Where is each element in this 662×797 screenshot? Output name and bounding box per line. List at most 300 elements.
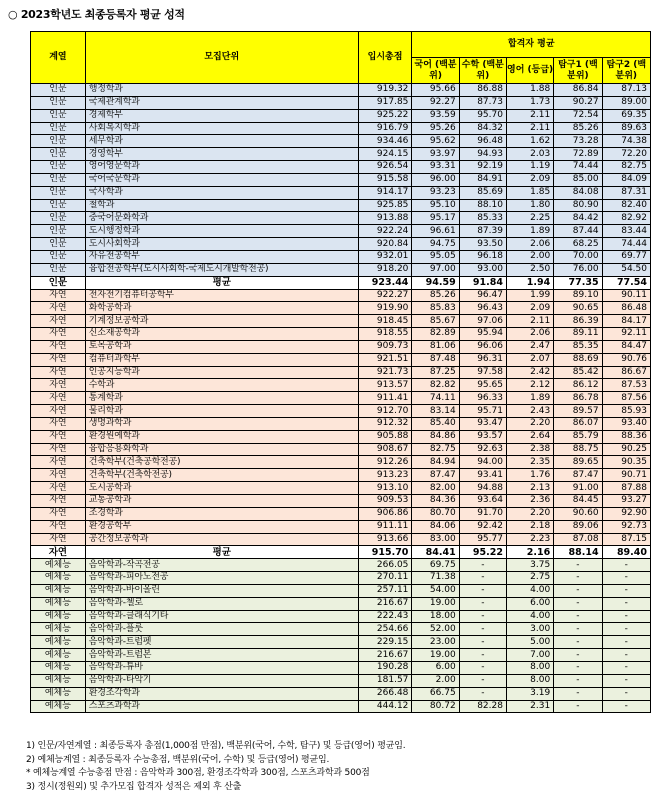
inquiry1-cell: 85.00 [554, 173, 602, 186]
math-cell: 95.65 [459, 379, 506, 392]
inquiry1-cell: 90.60 [554, 507, 602, 520]
category-cell: 예체능 [31, 661, 86, 674]
inquiry1-cell: 68.25 [554, 238, 602, 251]
unit-cell: 평균 [85, 546, 358, 559]
korean-cell: 69.75 [412, 559, 459, 572]
math-cell: 96.33 [459, 392, 506, 405]
english-cell: 1.19 [506, 161, 553, 174]
english-cell: 3.19 [506, 687, 553, 700]
korean-cell: 82.75 [412, 443, 459, 456]
category-cell: 자연 [31, 482, 86, 495]
table-row [31, 661, 651, 674]
total-cell: 905.88 [358, 430, 412, 443]
unit-cell: 도시사회학과 [85, 238, 358, 251]
table-row [31, 109, 651, 122]
english-cell: 2.75 [506, 572, 553, 585]
category-cell: 인문 [31, 276, 86, 289]
average-row [31, 546, 651, 559]
inquiry2-cell: 89.40 [602, 546, 650, 559]
english-cell: 1.73 [506, 96, 553, 109]
table-row [31, 610, 651, 623]
english-cell: 2.06 [506, 328, 553, 341]
category-cell: 자연 [31, 289, 86, 302]
table-row [31, 289, 651, 302]
unit-cell: 국사학과 [85, 186, 358, 199]
header-subject-korean: 국어 (백분위) [412, 58, 459, 84]
korean-cell: 80.70 [412, 507, 459, 520]
inquiry2-cell: 83.44 [602, 225, 650, 238]
total-cell: 911.11 [358, 520, 412, 533]
table-row [31, 405, 651, 418]
math-cell: - [459, 572, 506, 585]
english-cell: 2.50 [506, 263, 553, 276]
inquiry2-cell: - [602, 623, 650, 636]
inquiry2-cell: - [602, 572, 650, 585]
inquiry2-cell: 87.13 [602, 84, 650, 97]
inquiry2-cell: 85.93 [602, 405, 650, 418]
inquiry1-cell: 89.11 [554, 328, 602, 341]
unit-cell: 인공지능학과 [85, 366, 358, 379]
inquiry2-cell: 88.36 [602, 430, 650, 443]
english-cell: 5.00 [506, 636, 553, 649]
table-body [31, 84, 651, 713]
english-cell: 2.03 [506, 148, 553, 161]
table-row [31, 328, 651, 341]
category-cell: 자연 [31, 507, 86, 520]
english-cell: 1.99 [506, 289, 553, 302]
math-cell: 92.63 [459, 443, 506, 456]
unit-cell: 융합전공학부(도시사회학-국제도시개발학전공) [85, 263, 358, 276]
math-cell: 84.32 [459, 122, 506, 135]
table-row [31, 366, 651, 379]
category-cell: 자연 [31, 469, 86, 482]
inquiry2-cell: - [602, 649, 650, 662]
category-cell: 인문 [31, 212, 86, 225]
total-cell: 909.53 [358, 495, 412, 508]
total-cell: 912.70 [358, 405, 412, 418]
category-cell: 자연 [31, 443, 86, 456]
math-cell: - [459, 661, 506, 674]
category-cell: 인문 [31, 84, 86, 97]
total-cell: 934.46 [358, 135, 412, 148]
inquiry2-cell: - [602, 687, 650, 700]
total-cell: 924.15 [358, 148, 412, 161]
total-cell: 911.41 [358, 392, 412, 405]
korean-cell: 71.38 [412, 572, 459, 585]
math-cell: 93.00 [459, 263, 506, 276]
math-cell: 93.64 [459, 495, 506, 508]
category-cell: 자연 [31, 456, 86, 469]
inquiry1-cell: 85.26 [554, 122, 602, 135]
korean-cell: 83.14 [412, 405, 459, 418]
inquiry1-cell: 80.90 [554, 199, 602, 212]
category-cell: 인문 [31, 109, 86, 122]
footnote: 3) 정시(정원외) 및 추가모집 합격자 성적은 제외 후 산출 [26, 781, 242, 792]
english-cell: 2.35 [506, 456, 553, 469]
total-cell: 181.57 [358, 674, 412, 687]
inquiry2-cell: 77.54 [602, 276, 650, 289]
math-cell: 95.94 [459, 328, 506, 341]
category-cell: 인문 [31, 238, 86, 251]
math-cell: - [459, 559, 506, 572]
table-row [31, 199, 651, 212]
korean-cell: 95.17 [412, 212, 459, 225]
english-cell: 1.88 [506, 84, 553, 97]
english-cell: 2.09 [506, 302, 553, 315]
total-cell: 222.43 [358, 610, 412, 623]
inquiry1-cell: 84.08 [554, 186, 602, 199]
header-category: 계열 [31, 32, 86, 84]
math-cell: 84.91 [459, 173, 506, 186]
english-cell: 2.42 [506, 366, 553, 379]
math-cell: 96.18 [459, 250, 506, 263]
inquiry1-cell: 72.54 [554, 109, 602, 122]
inquiry1-cell: 85.35 [554, 340, 602, 353]
unit-cell: 철학과 [85, 199, 358, 212]
math-cell: 87.39 [459, 225, 506, 238]
math-cell: - [459, 687, 506, 700]
table-row [31, 212, 651, 225]
table-row [31, 469, 651, 482]
inquiry1-cell: 90.65 [554, 302, 602, 315]
header-group: 합격자 평균 [412, 32, 651, 58]
inquiry1-cell: 73.28 [554, 135, 602, 148]
inquiry1-cell: 88.14 [554, 546, 602, 559]
inquiry2-cell: 74.38 [602, 135, 650, 148]
korean-cell: 84.06 [412, 520, 459, 533]
table-row [31, 122, 651, 135]
korean-cell: 83.00 [412, 533, 459, 546]
inquiry1-cell: 89.06 [554, 520, 602, 533]
category-cell: 자연 [31, 520, 86, 533]
unit-cell: 음악학과-클래식기타 [85, 610, 358, 623]
korean-cell: 85.67 [412, 315, 459, 328]
unit-cell: 스포츠과학과 [85, 700, 358, 713]
category-cell: 인문 [31, 199, 86, 212]
korean-cell: 95.66 [412, 84, 459, 97]
inquiry2-cell: - [602, 661, 650, 674]
unit-cell: 사회복지학과 [85, 122, 358, 135]
korean-cell: 85.26 [412, 289, 459, 302]
inquiry1-cell: - [554, 687, 602, 700]
category-cell: 예체능 [31, 674, 86, 687]
english-cell: 1.89 [506, 225, 553, 238]
category-cell: 예체능 [31, 687, 86, 700]
total-cell: 919.32 [358, 84, 412, 97]
math-cell: 91.70 [459, 507, 506, 520]
category-cell: 자연 [31, 430, 86, 443]
inquiry1-cell: 89.10 [554, 289, 602, 302]
total-cell: 921.51 [358, 353, 412, 366]
english-cell: 2.20 [506, 507, 553, 520]
table-row [31, 636, 651, 649]
category-cell: 자연 [31, 495, 86, 508]
inquiry2-cell: - [602, 597, 650, 610]
unit-cell: 교통공학과 [85, 495, 358, 508]
inquiry2-cell: 82.40 [602, 199, 650, 212]
math-cell: 85.69 [459, 186, 506, 199]
total-cell: 254.66 [358, 623, 412, 636]
total-cell: 915.70 [358, 546, 412, 559]
math-cell: 96.43 [459, 302, 506, 315]
inquiry2-cell: 84.09 [602, 173, 650, 186]
inquiry2-cell: 54.50 [602, 263, 650, 276]
inquiry2-cell: 92.11 [602, 328, 650, 341]
inquiry2-cell: 86.67 [602, 366, 650, 379]
inquiry2-cell: 82.75 [602, 161, 650, 174]
math-cell: 93.57 [459, 430, 506, 443]
inquiry1-cell: 88.69 [554, 353, 602, 366]
total-cell: 216.67 [358, 649, 412, 662]
inquiry1-cell: 74.44 [554, 161, 602, 174]
korean-cell: 87.25 [412, 366, 459, 379]
english-cell: 2.00 [506, 250, 553, 263]
english-cell: 2.38 [506, 443, 553, 456]
korean-cell: 18.00 [412, 610, 459, 623]
category-cell: 자연 [31, 392, 86, 405]
inquiry2-cell: 90.76 [602, 353, 650, 366]
table-row [31, 507, 651, 520]
total-cell: 932.01 [358, 250, 412, 263]
table-row [31, 687, 651, 700]
unit-cell: 중국어문화학과 [85, 212, 358, 225]
category-cell: 인문 [31, 135, 86, 148]
math-cell: 97.58 [459, 366, 506, 379]
total-cell: 920.84 [358, 238, 412, 251]
category-cell: 예체능 [31, 649, 86, 662]
table-row [31, 533, 651, 546]
category-cell: 인문 [31, 96, 86, 109]
inquiry1-cell: - [554, 559, 602, 572]
table-row [31, 520, 651, 533]
table-row [31, 96, 651, 109]
korean-cell: 52.00 [412, 623, 459, 636]
inquiry2-cell: - [602, 559, 650, 572]
math-cell: 96.48 [459, 135, 506, 148]
inquiry2-cell: 90.11 [602, 289, 650, 302]
korean-cell: 80.72 [412, 700, 459, 713]
english-cell: 2.47 [506, 340, 553, 353]
total-cell: 906.86 [358, 507, 412, 520]
total-cell: 229.15 [358, 636, 412, 649]
inquiry2-cell: 89.63 [602, 122, 650, 135]
english-cell: 2.11 [506, 315, 553, 328]
inquiry2-cell: 90.35 [602, 456, 650, 469]
korean-cell: 84.41 [412, 546, 459, 559]
category-cell: 예체능 [31, 636, 86, 649]
category-cell: 인문 [31, 225, 86, 238]
math-cell: 95.22 [459, 546, 506, 559]
total-cell: 918.20 [358, 263, 412, 276]
inquiry1-cell: 88.75 [554, 443, 602, 456]
math-cell: 91.84 [459, 276, 506, 289]
math-cell: 93.47 [459, 417, 506, 430]
english-cell: 4.00 [506, 584, 553, 597]
table-row [31, 430, 651, 443]
total-cell: 925.22 [358, 109, 412, 122]
category-cell: 자연 [31, 366, 86, 379]
inquiry2-cell: 93.40 [602, 417, 650, 430]
korean-cell: 84.36 [412, 495, 459, 508]
math-cell: 93.41 [459, 469, 506, 482]
inquiry2-cell: 82.92 [602, 212, 650, 225]
inquiry2-cell: 84.47 [602, 340, 650, 353]
total-cell: 915.58 [358, 173, 412, 186]
unit-cell: 신소재공학과 [85, 328, 358, 341]
korean-cell: 87.48 [412, 353, 459, 366]
inquiry1-cell: 87.08 [554, 533, 602, 546]
table-row [31, 135, 651, 148]
total-cell: 913.66 [358, 533, 412, 546]
inquiry2-cell: 89.00 [602, 96, 650, 109]
math-cell: 95.77 [459, 533, 506, 546]
inquiry2-cell: 74.44 [602, 238, 650, 251]
unit-cell: 음악학과-플룻 [85, 623, 358, 636]
table-row [31, 443, 651, 456]
table-row [31, 340, 651, 353]
unit-cell: 음악학과-피아노전공 [85, 572, 358, 585]
english-cell: 2.43 [506, 405, 553, 418]
total-cell: 916.79 [358, 122, 412, 135]
unit-cell: 건축학부(건축학전공) [85, 469, 358, 482]
total-cell: 266.48 [358, 687, 412, 700]
inquiry1-cell: 85.79 [554, 430, 602, 443]
table-row [31, 623, 651, 636]
unit-cell: 환경원예학과 [85, 430, 358, 443]
english-cell: 2.64 [506, 430, 553, 443]
math-cell: 94.93 [459, 148, 506, 161]
inquiry1-cell: - [554, 636, 602, 649]
total-cell: 257.11 [358, 584, 412, 597]
unit-cell: 음악학과-튜바 [85, 661, 358, 674]
math-cell: 95.71 [459, 405, 506, 418]
inquiry1-cell: - [554, 597, 602, 610]
inquiry1-cell: - [554, 700, 602, 713]
math-cell: - [459, 623, 506, 636]
math-cell: 82.28 [459, 700, 506, 713]
unit-cell: 경제학부 [85, 109, 358, 122]
table-row [31, 353, 651, 366]
inquiry2-cell: 69.35 [602, 109, 650, 122]
category-cell: 예체능 [31, 559, 86, 572]
total-cell: 912.26 [358, 456, 412, 469]
table-row [31, 597, 651, 610]
category-cell: 인문 [31, 161, 86, 174]
unit-cell: 건축학부(건축공학전공) [85, 456, 358, 469]
inquiry2-cell: 90.71 [602, 469, 650, 482]
math-cell: - [459, 584, 506, 597]
math-cell: 85.33 [459, 212, 506, 225]
total-cell: 270.11 [358, 572, 412, 585]
korean-cell: 85.83 [412, 302, 459, 315]
korean-cell: 81.06 [412, 340, 459, 353]
total-cell: 912.32 [358, 417, 412, 430]
math-cell: - [459, 649, 506, 662]
inquiry1-cell: 72.89 [554, 148, 602, 161]
korean-cell: 66.75 [412, 687, 459, 700]
inquiry1-cell: 86.78 [554, 392, 602, 405]
total-cell: 913.57 [358, 379, 412, 392]
table-row [31, 392, 651, 405]
unit-cell: 음악학과-트럼본 [85, 649, 358, 662]
unit-cell: 수학과 [85, 379, 358, 392]
math-cell: 97.06 [459, 315, 506, 328]
unit-cell: 융합응용화학과 [85, 443, 358, 456]
inquiry1-cell: - [554, 649, 602, 662]
korean-cell: 95.10 [412, 199, 459, 212]
english-cell: 2.20 [506, 417, 553, 430]
unit-cell: 자유전공학부 [85, 250, 358, 263]
english-cell: 8.00 [506, 674, 553, 687]
table-row [31, 456, 651, 469]
english-cell: 2.12 [506, 379, 553, 392]
inquiry1-cell: 89.57 [554, 405, 602, 418]
total-cell: 921.73 [358, 366, 412, 379]
inquiry2-cell: 92.73 [602, 520, 650, 533]
inquiry1-cell: 70.00 [554, 250, 602, 263]
table-row [31, 572, 651, 585]
korean-cell: 94.75 [412, 238, 459, 251]
english-cell: 2.23 [506, 533, 553, 546]
category-cell: 인문 [31, 122, 86, 135]
unit-cell: 음악학과-바이올린 [85, 584, 358, 597]
unit-cell: 조경학과 [85, 507, 358, 520]
category-cell: 자연 [31, 405, 86, 418]
category-cell: 자연 [31, 533, 86, 546]
category-cell: 인문 [31, 186, 86, 199]
inquiry2-cell: 92.90 [602, 507, 650, 520]
english-cell: 2.07 [506, 353, 553, 366]
unit-cell: 생명과학과 [85, 417, 358, 430]
inquiry2-cell: 86.48 [602, 302, 650, 315]
unit-cell: 화학공학과 [85, 302, 358, 315]
total-cell: 913.23 [358, 469, 412, 482]
footnote: 2) 예체능계열 : 최종등록자 수능총점, 백분위(국어, 수학) 및 등급(영어) 평균임. [26, 754, 330, 765]
unit-cell: 기계정보공학과 [85, 315, 358, 328]
table-row [31, 225, 651, 238]
inquiry1-cell: 84.45 [554, 495, 602, 508]
korean-cell: 19.00 [412, 649, 459, 662]
inquiry2-cell: 84.17 [602, 315, 650, 328]
category-cell: 자연 [31, 328, 86, 341]
inquiry2-cell: - [602, 584, 650, 597]
total-cell: 913.88 [358, 212, 412, 225]
inquiry2-cell: 87.15 [602, 533, 650, 546]
table-row [31, 173, 651, 186]
header-unit: 모집단위 [85, 32, 358, 84]
korean-cell: 23.00 [412, 636, 459, 649]
category-cell: 인문 [31, 250, 86, 263]
english-cell: 2.06 [506, 238, 553, 251]
unit-cell: 경영학부 [85, 148, 358, 161]
inquiry2-cell: - [602, 610, 650, 623]
korean-cell: 97.00 [412, 263, 459, 276]
english-cell: 6.00 [506, 597, 553, 610]
unit-cell: 공간정보공학과 [85, 533, 358, 546]
category-cell: 자연 [31, 353, 86, 366]
korean-cell: 93.97 [412, 148, 459, 161]
inquiry2-cell: 90.25 [602, 443, 650, 456]
korean-cell: 84.86 [412, 430, 459, 443]
english-cell: 1.62 [506, 135, 553, 148]
inquiry1-cell: 77.35 [554, 276, 602, 289]
total-cell: 918.45 [358, 315, 412, 328]
english-cell: 1.80 [506, 199, 553, 212]
category-cell: 예체능 [31, 597, 86, 610]
english-cell: 8.00 [506, 661, 553, 674]
page-title: ○ 2023학년도 최종등록자 평균 성적 [8, 8, 185, 21]
table-row [31, 315, 651, 328]
